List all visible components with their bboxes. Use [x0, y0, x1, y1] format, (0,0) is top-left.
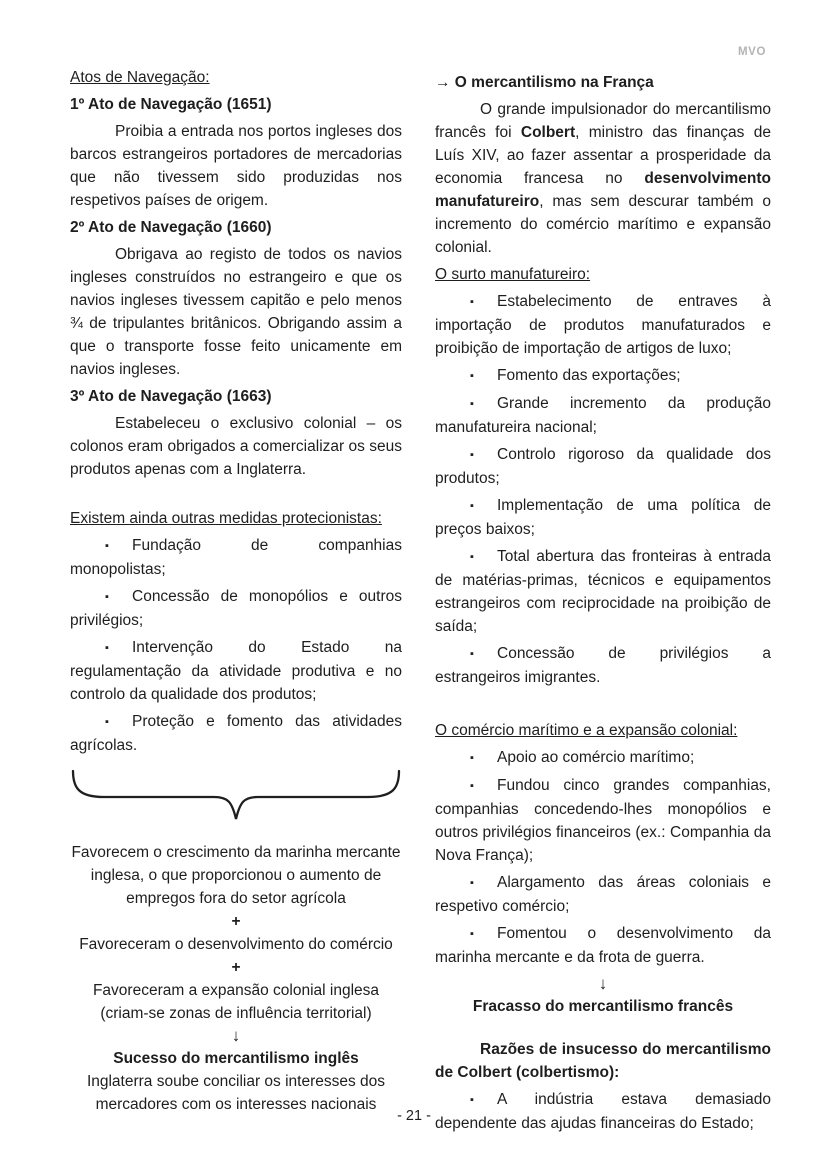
section-heading: O comércio marítimo e a expansão colonial: — [435, 722, 738, 739]
bullet-item — [435, 364, 771, 388]
sub-heading: 2º Ato de Navegação (1660) — [70, 219, 272, 236]
bold-text-run: desenvolvimento manufatureiro — [435, 170, 771, 210]
paragraph — [435, 98, 771, 259]
bullet-item — [435, 746, 771, 770]
square-bullet-icon: ▪ — [470, 551, 474, 563]
square-bullet-icon: ▪ — [470, 752, 474, 764]
down-arrow: ↓ — [231, 1026, 241, 1045]
text-run: Fomento das exportações; — [497, 367, 681, 384]
square-bullet-icon: ▪ — [470, 296, 474, 308]
centered-text: Favorecem o crescimento da marinha mercante inglesa, o que proporcionou o aumento de empregos fora do setor agrícola — [71, 844, 401, 907]
text-run: Implementação de uma política de preços baixos; — [435, 497, 771, 538]
text-run: Grande incremento da produção manufatureira nacional; — [435, 395, 771, 436]
text-run: Fundou cinco grandes companhias, companhias concedendo-lhes monopólios e outros privilégios financeiros (ex.: Companhia da Nova França); — [435, 777, 771, 864]
text-run: Alargamento das áreas coloniais e respetivo comércio; — [435, 874, 771, 915]
curly-brace-graphic — [70, 767, 402, 825]
square-bullet-icon: ▪ — [105, 716, 109, 728]
plus-sign: + — [231, 959, 241, 976]
text-run: Intervenção do Estado na regulamentação da atividade produtiva e no controlo da qualidade dos produtos; — [70, 639, 402, 703]
bullet-item — [70, 534, 402, 581]
square-bullet-icon: ▪ — [105, 591, 109, 603]
bullet-item — [435, 922, 771, 969]
centered-bold-text: Fracasso do mercantilismo francês — [472, 998, 734, 1015]
page-number: - 21 - — [397, 1108, 431, 1124]
bullet-item — [435, 642, 771, 689]
sub-heading: 3º Ato de Navegação (1663) — [70, 388, 272, 405]
bullet-item — [70, 585, 402, 632]
centered-text: Favoreceram a expansão colonial inglesa (criam-se zonas de influência territorial) — [92, 982, 380, 1022]
text-run: , mas sem descurar também o incremento do comércio marítimo e expansão colonial. — [435, 193, 771, 256]
text-run: Proteção e fomento das atividades agrícolas. — [70, 713, 402, 754]
square-bullet-icon: ▪ — [470, 648, 474, 660]
text-run: Obrigava ao registo de todos os navios ingleses construídos no estrangeiro e que os navios ingleses tivessem capitão e pelo menos ¾ de tripulantes britânicos. Obrigando assim a que o transporte fosse feito unicamente em navios ingleses. — [70, 246, 402, 378]
sub-heading: 1º Ato de Navegação (1651) — [70, 96, 272, 113]
bullet-item — [70, 710, 402, 757]
plus-sign: + — [231, 913, 241, 930]
bullet-item — [435, 494, 771, 541]
watermark: MVO — [738, 46, 766, 58]
bold-text-run: Colbert — [520, 124, 576, 141]
section-heading: Atos de Navegação: — [70, 69, 210, 86]
square-bullet-icon: ▪ — [470, 780, 474, 792]
right-column — [435, 64, 771, 1139]
paragraph — [70, 120, 402, 212]
spacer — [70, 485, 402, 505]
centered-text: Favoreceram o desenvolvimento do comércio — [79, 936, 393, 953]
text-run: A indústria estava demasiado dependente das ajudas financeiras do Estado; — [435, 1091, 771, 1132]
spacer — [435, 693, 771, 717]
text-run: Fundação de companhias monopolistas; — [70, 537, 402, 578]
text-run: Concessão de privilégios a estrangeiros imigrantes. — [435, 645, 771, 686]
square-bullet-icon: ▪ — [470, 928, 474, 940]
square-bullet-icon: ▪ — [470, 449, 474, 461]
bullet-item — [70, 636, 402, 706]
bullet-item — [435, 545, 771, 638]
text-run: Estabeleceu o exclusivo colonial – os colonos eram obrigados a comercializar os seus produtos apenas com a Inglaterra. — [70, 415, 402, 478]
square-bullet-icon: ▪ — [470, 1094, 474, 1106]
text-run: Total abertura das fronteiras à entrada de matérias-primas, técnicos e equipamentos estrangeiros com reciprocidade na proibição de saída; — [435, 548, 771, 635]
square-bullet-icon: ▪ — [470, 500, 474, 512]
bullet-item — [435, 290, 771, 360]
bullet-item — [435, 392, 771, 439]
text-run: Concessão de monopólios e outros privilégios; — [70, 588, 402, 629]
centered-text: Inglaterra soube conciliar os interesses dos mercadores com os interesses nacionais — [86, 1073, 386, 1113]
text-run: Apoio ao comércio marítimo; — [497, 749, 695, 766]
sub-heading: → O mercantilismo na França — [435, 74, 654, 91]
bullet-item — [435, 774, 771, 867]
text-run: , ministro das finanças de Luís XIV, ao fazer assentar a prosperidade da economia francesa no — [435, 124, 771, 187]
down-arrow: ↓ — [598, 974, 608, 993]
left-column — [70, 64, 402, 1116]
square-bullet-icon: ▪ — [470, 877, 474, 889]
square-bullet-icon: ▪ — [470, 398, 474, 410]
bullet-item — [435, 443, 771, 490]
paragraph — [70, 243, 402, 381]
two-column-layout — [70, 64, 771, 1139]
spacer — [435, 1018, 771, 1038]
text-run: Estabelecimento de entraves à importação de produtos manufaturados e proibição de importação de artigos de luxo; — [435, 293, 771, 357]
text-run: Controlo rigoroso da qualidade dos produtos; — [435, 446, 771, 487]
square-bullet-icon: ▪ — [105, 642, 109, 654]
paragraph — [70, 412, 402, 481]
bullet-item — [435, 871, 771, 918]
square-bullet-icon: ▪ — [470, 370, 474, 382]
paragraph — [435, 1038, 771, 1084]
section-heading: O surto manufatureiro: — [435, 266, 591, 283]
text-run: Fomentou o desenvolvimento da marinha mercante e da frota de guerra. — [435, 925, 771, 966]
text-run: O grande impulsionador do mercantilismo francês foi — [435, 101, 771, 141]
square-bullet-icon: ▪ — [105, 540, 109, 552]
bold-text-run: Razões de insucesso do mercantilismo de Colbert (colbertismo): — [435, 1041, 771, 1081]
centered-bold-text: Sucesso do mercantilismo inglês — [113, 1050, 359, 1067]
text-run: Proibia a entrada nos portos ingleses dos barcos estrangeiros portadores de mercadorias que não tivessem sido produzidas nos respetivos países de origem. — [70, 123, 402, 209]
section-heading: Existem ainda outras medidas protecionistas: — [70, 510, 382, 527]
